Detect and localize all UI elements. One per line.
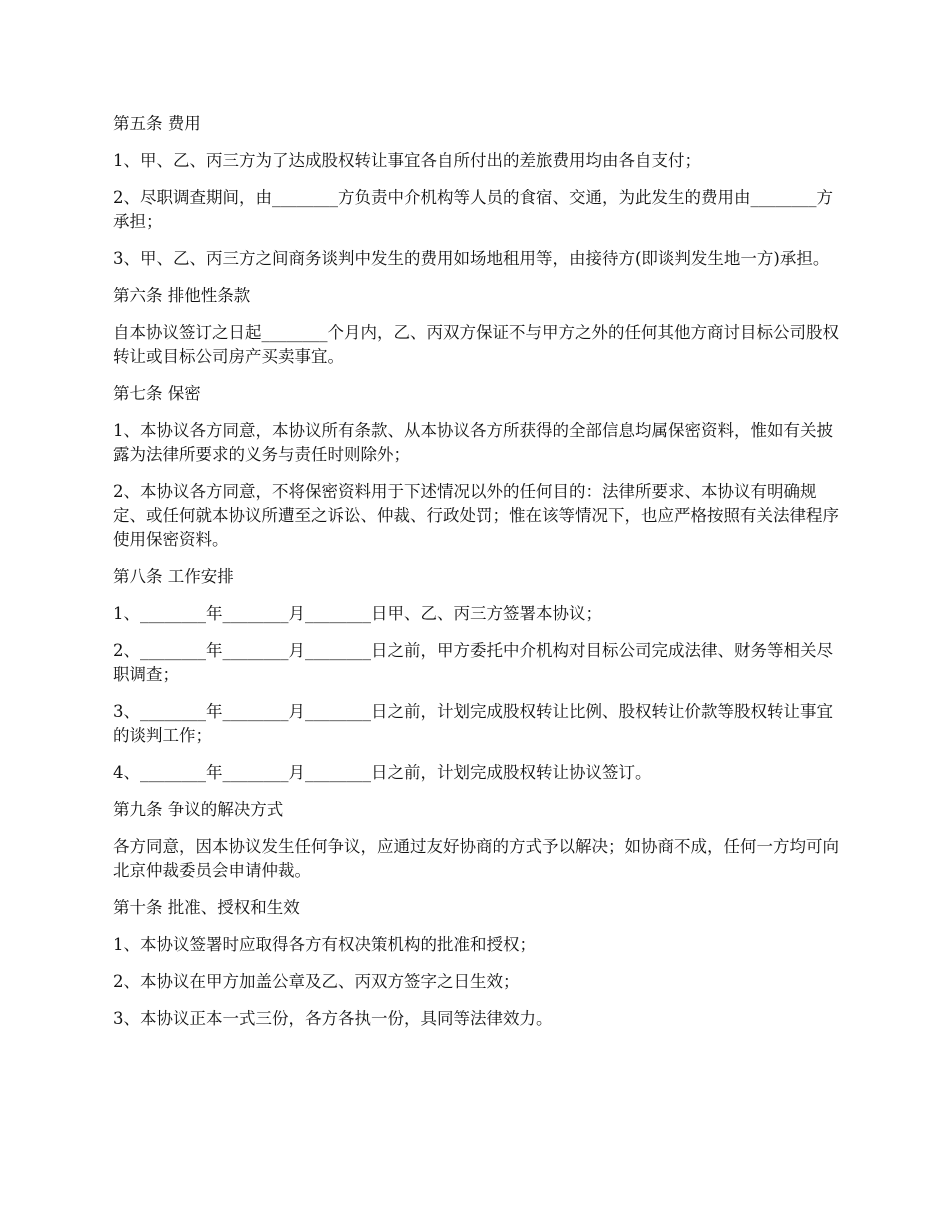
section-heading-8: 第八条 工作安排 [113, 567, 234, 586]
section-10-paragraph-3: 3、本协议正本一式三份，各方各执一份，具同等法律效力。 [113, 1009, 553, 1028]
section-heading-7: 第七条 保密 [113, 384, 201, 403]
section-heading-5: 第五条 费用 [113, 114, 201, 133]
section-8-paragraph-2: 2、________年________月________日之前，甲方委托中介机构对目标公司完成法律、财务等相关尽职调查； [113, 641, 833, 684]
section-10-paragraph-1: 1、本协议签署时应取得各方有权决策机构的批准和授权； [113, 935, 536, 954]
section-8-paragraph-3: 3、________年________月________日之前，计划完成股权转让比例、股权转让价款等股权转让事宜的谈判工作； [113, 702, 833, 745]
section-heading-9: 第九条 争议的解决方式 [113, 800, 284, 819]
section-7-paragraph-2: 2、本协议各方同意，不将保密资料用于下述情况以外的任何目的：法律所要求、本协议有明确规定、或任何就本协议所遭至之诉讼、仲裁、行政处罚；惟在该等情况下，也应严格按照有关法律程序使用保密资料。 [113, 482, 839, 549]
section-8-paragraph-1: 1、________年________月________日甲、乙、丙三方签署本协议； [113, 604, 602, 623]
section-heading-10: 第十条 批准、授权和生效 [113, 898, 300, 917]
document-page [113, 112, 841, 1044]
section-5-paragraph-1: 1、甲、乙、丙三方为了达成股权转让事宜各自所付出的差旅费用均由各自支付； [113, 151, 701, 170]
section-8-paragraph-4: 4、________年________月________日之前，计划完成股权转让协议签订。 [113, 763, 652, 782]
section-heading-6: 第六条 排他性条款 [113, 286, 251, 305]
section-7-paragraph-1: 1、本协议各方同意，本协议所有条款、从本协议各方所获得的全部信息均属保密资料，惟如有关披露为法律所要求的义务与责任时则除外； [113, 421, 833, 464]
section-6-paragraph-1: 自本协议签订之日起________个月内，乙、丙双方保证不与甲方之外的任何其他方商讨目标公司股权转让或目标公司房产买卖事宜。 [113, 323, 839, 366]
section-5-paragraph-3: 3、甲、乙、丙三方之间商务谈判中发生的费用如场地租用等，由接待方(即谈判发生地一方)承担。 [113, 249, 830, 268]
section-5-paragraph-2: 2、尽职调查期间，由________方负责中介机构等人员的食宿、交通，为此发生的费用由________方承担； [113, 188, 833, 231]
section-9-paragraph-1: 各方同意，因本协议发生任何争议，应通过友好协商的方式予以解决；如协商不成，任何一方均可向北京仲裁委员会申请仲裁。 [113, 837, 839, 880]
section-10-paragraph-2: 2、本协议在甲方加盖公章及乙、丙双方签字之日生效； [113, 972, 520, 991]
